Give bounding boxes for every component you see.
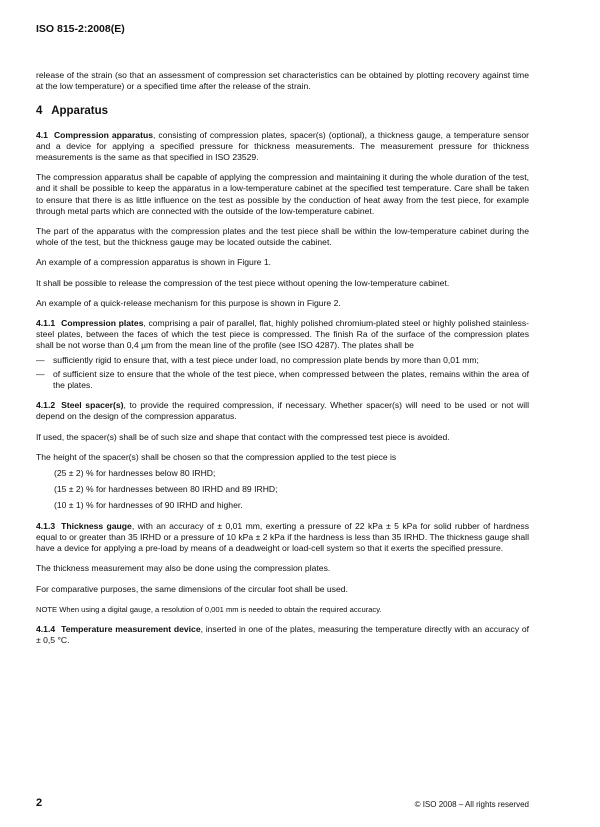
clause-number: 4.1.1	[36, 318, 56, 329]
hardness-item: (25 ± 2) % for hardnesses below 80 IRHD;	[54, 468, 216, 479]
paragraph: An example of a compression apparatus is shown in Figure 1.	[36, 257, 272, 268]
paragraph: The height of the spacer(s) shall be chosen so that the compression applied to the test piece is	[36, 451, 397, 462]
clause-4-1-1	[36, 318, 529, 352]
paragraph: If used, the spacer(s) shall be of such size and shape that contact with the compressed test piece is avoided.	[36, 431, 450, 442]
clause-text: , consisting of compression plates, spacer(s) (optional), a thickness gauge, a temperature sensor and a device for applying a specified pressure for thickness measurements. The measurement pressure for thickness measurements is the same as that specified in ISO 23529.	[36, 129, 530, 163]
hardness-item: (15 ± 2) % for hardnesses between 80 IRHD and 89 IRHD;	[54, 484, 278, 495]
clause-number: 4.1.3	[36, 520, 56, 531]
clause-term: Thickness gauge	[61, 520, 132, 531]
list-item: — of sufficient size to ensure that the whole of the test piece, when compressed between the plates, remains within the area of the plates.	[36, 369, 529, 391]
paragraph: It shall be possible to release the compression of the test piece without opening the low-temperature cabinet.	[36, 277, 450, 288]
requirements-list	[36, 355, 529, 392]
clause-term: Compression plates	[61, 318, 144, 329]
document-id: ISO 815-2:2008(E)	[36, 23, 125, 35]
page-number: 2	[36, 797, 43, 809]
clause-number: 4.1.2	[36, 400, 56, 411]
paragraph: An example of a quick-release mechanism for this purpose is shown in Figure 2.	[36, 297, 341, 308]
clause-text: , comprising a pair of parallel, flat, highly polished chromium-plated steel or highly polished stainless-steel plates, between the faces of which the test piece is compressed. The finish Ra of the surface of the compression plates shall be not worse than 0,4 µm from the mean line of the profile (see ISO 4287). The plates shall be	[36, 318, 529, 351]
clause-text: , inserted in one of the plates, measuring the temperature directly with an accuracy of ± 0,5 °C.	[36, 623, 529, 646]
hardness-item: (10 ± 1) % for hardnesses of 90 IRHD and higher.	[54, 500, 243, 511]
paragraph: The thickness measurement may also be done using the compression plates.	[36, 563, 331, 574]
document-body	[36, 70, 529, 655]
paragraph: The part of the apparatus with the compression plates and the test piece shall be within the low-temperature cabinet during the whole of the test, but the thickness gauge may be located outside the cabinet.	[36, 226, 529, 248]
clause-4-1-3	[36, 521, 529, 555]
paragraph: For comparative purposes, the same dimensions of the circular foot shall be used.	[36, 583, 348, 594]
clause-term: Temperature measurement device	[61, 623, 201, 634]
list-item: — sufficiently rigid to ensure that, with a test piece under load, no compression plate bends by more than 0,01 mm;	[36, 355, 529, 366]
section-heading	[36, 106, 529, 117]
clause-4-1-4	[36, 624, 529, 646]
copyright: © ISO 2008 – All rights reserved	[414, 800, 529, 809]
note: NOTE When using a digital gauge, a resolution of 0,001 mm is needed to obtain the required accuracy.	[36, 604, 382, 614]
paragraph: The compression apparatus shall be capable of applying the compression and maintaining it during the whole duration of the test, and it shall be possible to keep the apparatus in a low-temperature cabinet at the specified test temperature. Care shall be taken to ensure that there is as little influence on the test as possible by the conduction of heat away from the test piece, for example through metal parts which are connected with the outside of the low-temperature cabinet.	[36, 172, 529, 216]
clause-4-1	[36, 130, 529, 164]
clause-term: Compression apparatus	[53, 129, 153, 140]
clause-4-1-2	[36, 400, 529, 422]
section-title: Apparatus	[51, 105, 109, 118]
clause-text: , to provide the required compression, if necessary. Whether spacer(s) will need to be used or not will depend on the design of the compression apparatus.	[36, 400, 529, 422]
intro-paragraph: release of the strain (so that an assessment of compression set characteristics can be obtained by plotting recovery against time at the low temperature) or a specified time after the release of the strain.	[36, 70, 529, 92]
section-number: 4	[36, 105, 43, 118]
clause-text: , with an accuracy of ± 0,01 mm, exerting a pressure of 22 kPa ± 5 kPa for solid rubber of hardness equal to or greater than 35 IRHD or a pressure of 10 kPa ± 2 kPa if the hardness is less than 35 IRHD. The thickness gauge shall have a device for applying a pre-load by means of a deadweight or load-cell system so that it exerts the specified pressure.	[36, 520, 529, 554]
clause-number: 4.1.4	[36, 623, 56, 634]
clause-term: Steel spacer(s)	[61, 400, 124, 411]
clause-number: 4.1	[36, 129, 48, 140]
